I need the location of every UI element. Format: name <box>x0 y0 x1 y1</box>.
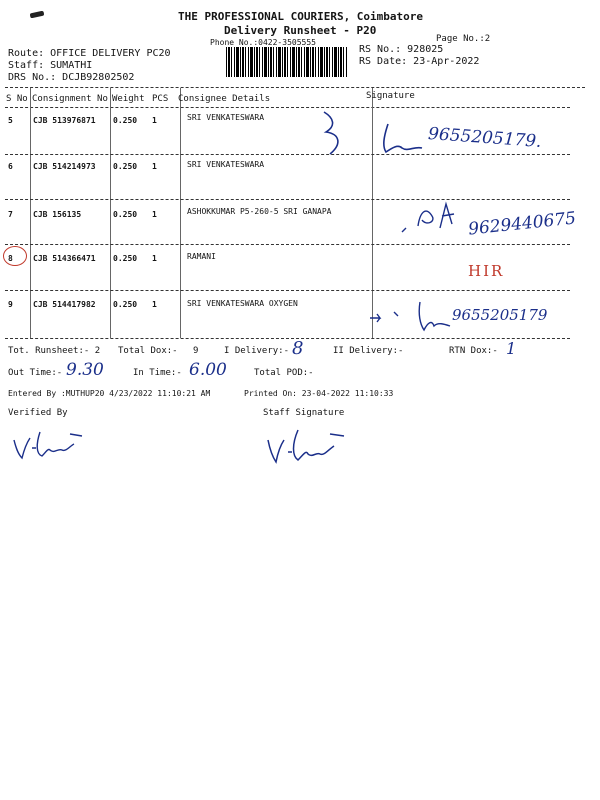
row-rule <box>5 290 570 291</box>
barcode <box>226 47 348 77</box>
drs-number: DRS No.: DCJB92802502 <box>8 72 135 83</box>
total-pod-label: Total POD:- <box>254 368 314 378</box>
total-dox-label: Total Dox:- <box>118 346 178 356</box>
row-weight: 0.250 <box>113 254 138 263</box>
staff-signature-label: Staff Signature <box>263 408 345 418</box>
column-header-signature: Signature <box>366 91 415 101</box>
company-name: THE PROFESSIONAL COURIERS, Coimbatore <box>178 10 424 23</box>
row-consignee: ASHOKKUMAR P5-260-5 SRI GANAPA <box>187 207 332 216</box>
out-time-value: 9.30 <box>66 360 104 380</box>
corner-mark <box>30 11 45 19</box>
in-time-value: 6.00 <box>189 360 227 380</box>
row-pcs: 1 <box>152 210 157 219</box>
entered-by: Entered By :MUTHUP20 4/23/2022 11:10:21 AM <box>8 389 211 398</box>
row-consignment: CJB 156135 <box>33 210 82 219</box>
column-divider <box>180 88 181 338</box>
row-pcs: 1 <box>152 300 157 309</box>
column-divider <box>30 88 31 338</box>
page-number: Page No.:2 <box>436 34 491 44</box>
row-signature: HIR <box>468 262 505 280</box>
row-sno: 9 <box>8 300 13 309</box>
i-delivery-label: I Delivery:- <box>224 346 290 356</box>
out-time-label: Out Time:- <box>8 368 63 378</box>
column-divider <box>110 88 111 338</box>
table-top-rule <box>5 87 585 88</box>
row-sno: 6 <box>8 162 13 171</box>
row-sno: 5 <box>8 116 13 125</box>
rs-number: RS No.: 928025 <box>359 44 444 55</box>
route: Route: OFFICE DELIVERY PC20 <box>8 48 171 59</box>
row-weight: 0.250 <box>113 210 138 219</box>
row-sno: 8 <box>8 254 13 263</box>
in-time-label: In Time:- <box>133 368 182 378</box>
row-sno: 7 <box>8 210 13 219</box>
column-header-consignee: Consignee Details <box>178 94 271 104</box>
ii-delivery-label: II Delivery:- <box>333 346 404 356</box>
rtn-dox-label: RTN Dox:- <box>449 346 498 356</box>
row-pcs: 1 <box>152 116 157 125</box>
row-consignment: CJB 514214973 <box>33 162 96 171</box>
row-pcs: 1 <box>152 254 157 263</box>
document-title: Delivery Runsheet - P20 <box>224 24 377 37</box>
row-circle-mark <box>3 246 27 266</box>
row-weight: 0.250 <box>113 162 138 171</box>
row-pcs: 1 <box>152 162 157 171</box>
row-rule <box>5 154 570 155</box>
signature-scribble-row9 <box>368 298 458 338</box>
column-header-sno: S No <box>6 94 28 104</box>
tot-runsheet: Tot. Runsheet:- 2 <box>8 346 101 356</box>
column-header-consignment: Consignment No <box>32 94 108 104</box>
row-weight: 0.250 <box>113 300 138 309</box>
rs-date: RS Date: 23-Apr-2022 <box>359 56 480 67</box>
column-header-weight: Weight <box>112 94 145 104</box>
i-delivery-value: 8 <box>292 338 304 359</box>
printed-on: Printed On: 23-04-2022 11:10:33 <box>244 389 394 398</box>
row-signature: 9655205179. <box>427 124 543 152</box>
row-rule <box>5 244 570 245</box>
column-header-pcs: PCS <box>152 94 169 104</box>
row-consignee: SRI VENKATESWARA <box>187 160 265 169</box>
phone-number: Phone No.:0422-3505555 <box>210 38 316 47</box>
verified-signature <box>10 424 90 464</box>
row-consignment: CJB 513976871 <box>33 116 96 125</box>
row-signature: 9655205179 <box>452 306 548 324</box>
rtn-dox-value: 1 <box>506 339 517 358</box>
staff-signature <box>264 424 354 468</box>
staff: Staff: SUMATHI <box>8 60 93 71</box>
row-weight: 0.250 <box>113 116 138 125</box>
signature-scribble-row5 <box>318 108 438 160</box>
row-consignee: SRI VENKATESWARA OXYGEN <box>187 299 298 308</box>
row-consignee: RAMANI <box>187 252 216 261</box>
row-rule <box>5 199 570 200</box>
total-dox-value: 9 <box>193 346 199 356</box>
table-bottom-rule <box>5 338 570 339</box>
signature-scribble-row7 <box>396 198 470 240</box>
row-consignment: CJB 514417982 <box>33 300 96 309</box>
verified-by-label: Verified By <box>8 408 68 418</box>
row-consignee: SRI VENKATESWARA <box>187 113 265 122</box>
row-signature: 9629440675 <box>467 208 577 240</box>
header-bottom-rule <box>5 107 570 108</box>
row-consignment: CJB 514366471 <box>33 254 96 263</box>
